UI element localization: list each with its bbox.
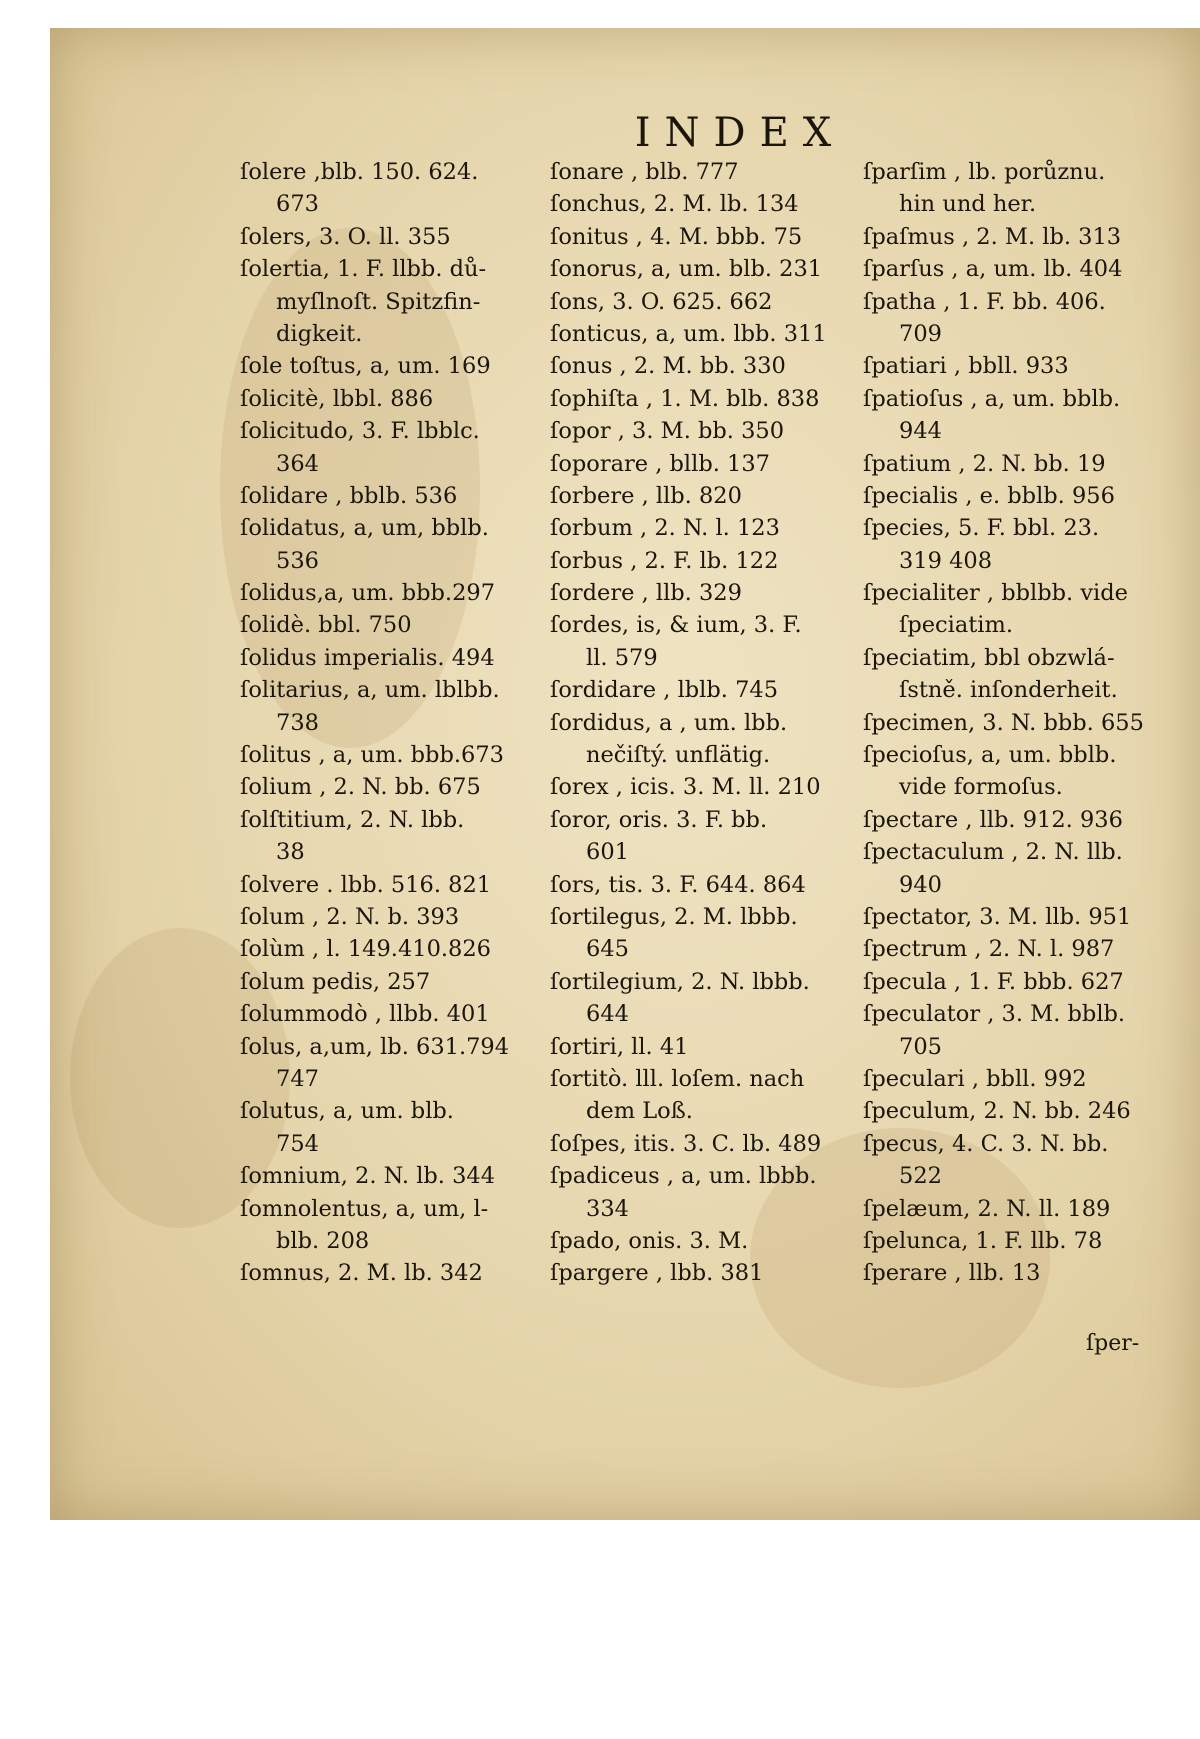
index-entry: ſolidare , bblb. 536 (240, 482, 458, 509)
index-entry: ſpeculator , 3. M. bblb. (863, 1001, 1126, 1028)
index-entry: ſpeciatim, bbl obzwlá- (863, 644, 1115, 671)
index-entry: ſpecimen, 3. N. bbb. 655 (863, 709, 1144, 736)
index-entry: ſorex , icis. 3. M. ll. 210 (550, 774, 821, 801)
index-entry: ſortiri, ll. 41 (550, 1033, 689, 1060)
index-entry: 944 (899, 418, 942, 445)
watermark: STRAHOV (200, 1688, 507, 1739)
index-column-3 (863, 156, 1153, 1290)
index-entry: myſlnoſt. Spitzfin- (276, 288, 481, 315)
index-entry: 940 (899, 871, 942, 898)
index-entry: ſolidus,a, um. bbb.297 (240, 580, 496, 607)
index-entry: 673 (276, 191, 319, 218)
index-entry: ſortitò. lll. loſem. nach (550, 1065, 805, 1092)
index-entry: ſors, tis. 3. F. 644. 864 (550, 871, 806, 898)
index-entry: ſpectator, 3. M. llb. 951 (863, 903, 1132, 930)
index-entry: ſpectaculum , 2. N. llb. (863, 839, 1123, 866)
catchword: ſper- (1086, 1331, 1140, 1356)
index-entry: vide formoſus. (899, 774, 1063, 801)
index-entry: 601 (586, 839, 629, 866)
index-entry: ſpecialiter , bblbb. vide (863, 580, 1128, 607)
index-entry: ſpatha , 1. F. bb. 406. (863, 288, 1106, 315)
index-entry: ſpecialis , e. bblb. 956 (863, 482, 1115, 509)
index-entry: ſstně. inſonderheit. (899, 677, 1118, 704)
index-entry: ſomnium, 2. N. lb. 344 (240, 1163, 496, 1190)
index-entry: ſpadiceus , a, um. lbbb. (550, 1163, 817, 1190)
index-entry: ſolicitudo, 3. F. lbblc. (240, 418, 480, 445)
index-column-2 (550, 156, 840, 1290)
page-header: INDEX (634, 110, 846, 156)
index-entry: 705 (899, 1033, 942, 1060)
index-entry: ſolere ,blb. 150. 624. (240, 159, 479, 185)
index-entry: ſolitus , a, um. bbb.673 (240, 742, 504, 769)
index-entry: ſordes, is, & ium, 3. F. (550, 612, 802, 639)
index-entry: ſpeculum, 2. N. bb. 246 (863, 1098, 1131, 1125)
index-entry: ſortilegium, 2. N. lbbb. (550, 968, 810, 995)
index-entry: ſolſtitium, 2. N. lbb. (240, 806, 465, 833)
index-entry: ſolùm , l. 149.410.826 (240, 936, 491, 963)
index-entry: ſorbus , 2. F. lb. 122 (550, 547, 779, 574)
index-entry: ſorbum , 2. N. l. 123 (550, 515, 780, 542)
index-entry: ſorbere , llb. 820 (550, 482, 742, 509)
index-entry: ſonorus, a, um. blb. 231 (550, 256, 823, 283)
index-entry: dem Loß. (586, 1098, 693, 1125)
index-entry: ſole toſtus, a, um. 169 (240, 353, 491, 380)
index-entry: ſparſim , lb. porůznu. (863, 159, 1106, 185)
index-entry: ſpecies, 5. F. bbl. 23. (863, 515, 1100, 542)
index-entry: ſortilegus, 2. M. lbbb. (550, 903, 798, 930)
index-entry: ſpecula , 1. F. bbb. 627 (863, 968, 1124, 995)
index-entry: ſonticus, a, um. lbb. 311 (550, 320, 827, 347)
index-entry: 536 (276, 547, 319, 574)
index-entry: ſopor , 3. M. bb. 350 (550, 418, 785, 445)
index-entry: digkeit. (276, 320, 363, 347)
index-entry: ſpecus, 4. C. 3. N. bb. (863, 1130, 1109, 1157)
index-entry: 709 (899, 320, 942, 347)
index-entry: ſolicitè, lbbl. 886 (240, 385, 434, 412)
index-entry: ſoſpes, itis. 3. C. lb. 489 (550, 1130, 822, 1157)
index-entry: ſordidus, a , um. lbb. (550, 709, 788, 736)
index-entry: ſpeculari , bbll. 992 (863, 1065, 1087, 1092)
index-entry: ſpecioſus, a, um. bblb. (863, 742, 1117, 769)
index-entry: ſolertia, 1. F. llbb. dů- (240, 256, 487, 283)
index-entry: ſolummodò , llbb. 401 (240, 1001, 490, 1028)
index-entry: 754 (276, 1130, 319, 1157)
index-entry: ſoror, oris. 3. F. bb. (550, 806, 768, 833)
index-entry: hin und her. (899, 191, 1037, 218)
index-entry: ll. 579 (586, 644, 658, 671)
index-entry: ſonus , 2. M. bb. 330 (550, 353, 786, 380)
index-entry: ſpaſmus , 2. M. lb. 313 (863, 223, 1122, 250)
index-entry: ſparſus , a, um. lb. 404 (863, 256, 1123, 283)
index-entry: ſolum , 2. N. b. 393 (240, 903, 460, 930)
index-entry: ſolidè. bbl. 750 (240, 612, 412, 639)
index-entry: ſpectrum , 2. N. l. 987 (863, 936, 1115, 963)
index-entry: ſpargere , lbb. 381 (550, 1260, 764, 1287)
index-entry: ſolers, 3. O. ll. 355 (240, 223, 451, 250)
index-entry: ſons, 3. O. 625. 662 (550, 288, 773, 315)
index-entry: ſpelunca, 1. F. llb. 78 (863, 1227, 1103, 1254)
index-entry: ſpectare , llb. 912. 936 (863, 806, 1123, 833)
watermark: STRAHOV (858, 1680, 1165, 1731)
index-entry: 319 408 (899, 547, 993, 574)
scanned-page (50, 28, 1200, 1739)
index-entry: ſolidus imperialis. 494 (240, 644, 495, 671)
index-entry: ſpatioſus , a, um. bblb. (863, 385, 1121, 412)
index-entry: nečiſtý. unflätig. (586, 742, 771, 769)
index-entry: ſomnolentus, a, um, l- (240, 1195, 489, 1222)
index-entry: ſolum pedis, 257 (240, 968, 431, 995)
index-entry: ſolutus, a, um. blb. (240, 1098, 454, 1125)
index-entry: ſolus, a,um, lb. 631.794 (240, 1033, 510, 1060)
index-entry: ſolitarius, a, um. lblbb. (240, 677, 500, 704)
index-entry: 364 (276, 450, 319, 477)
index-entry: ſpatiari , bbll. 933 (863, 353, 1069, 380)
index-entry: 747 (276, 1065, 319, 1092)
index-entry: ſpatium , 2. N. bb. 19 (863, 450, 1106, 477)
index-entry: ſordere , llb. 329 (550, 580, 742, 607)
index-entry: ſpelæum, 2. N. ll. 189 (863, 1195, 1111, 1222)
index-entry: ſperare , llb. 13 (863, 1260, 1041, 1287)
index-entry: ſoporare , bllb. 137 (550, 450, 770, 477)
index-entry: ſonchus, 2. M. lb. 134 (550, 191, 799, 218)
index-entry: ſonare , blb. 777 (550, 159, 739, 185)
index-entry: ſonitus , 4. M. bbb. 75 (550, 223, 803, 250)
index-entry: 644 (586, 1001, 629, 1028)
index-entry: ſordidare , lblb. 745 (550, 677, 779, 704)
index-entry: ſpeciatim. (899, 612, 1013, 639)
index-entry: ſophiſta , 1. M. blb. 838 (550, 385, 820, 412)
index-entry: blb. 208 (276, 1227, 370, 1254)
index-entry: ſolidatus, a, um, bblb. (240, 515, 489, 542)
index-entry: 645 (586, 936, 629, 963)
index-entry: ſpado, onis. 3. M. (550, 1227, 749, 1254)
index-entry: 38 (276, 839, 305, 866)
index-column-1 (240, 156, 530, 1290)
index-entry: ſolium , 2. N. bb. 675 (240, 774, 481, 801)
index-entry: 738 (276, 709, 319, 736)
index-entry: 334 (586, 1195, 629, 1222)
index-entry: ſolvere . lbb. 516. 821 (240, 871, 492, 898)
index-entry: 522 (899, 1163, 942, 1190)
index-entry: ſomnus, 2. M. lb. 342 (240, 1260, 483, 1287)
